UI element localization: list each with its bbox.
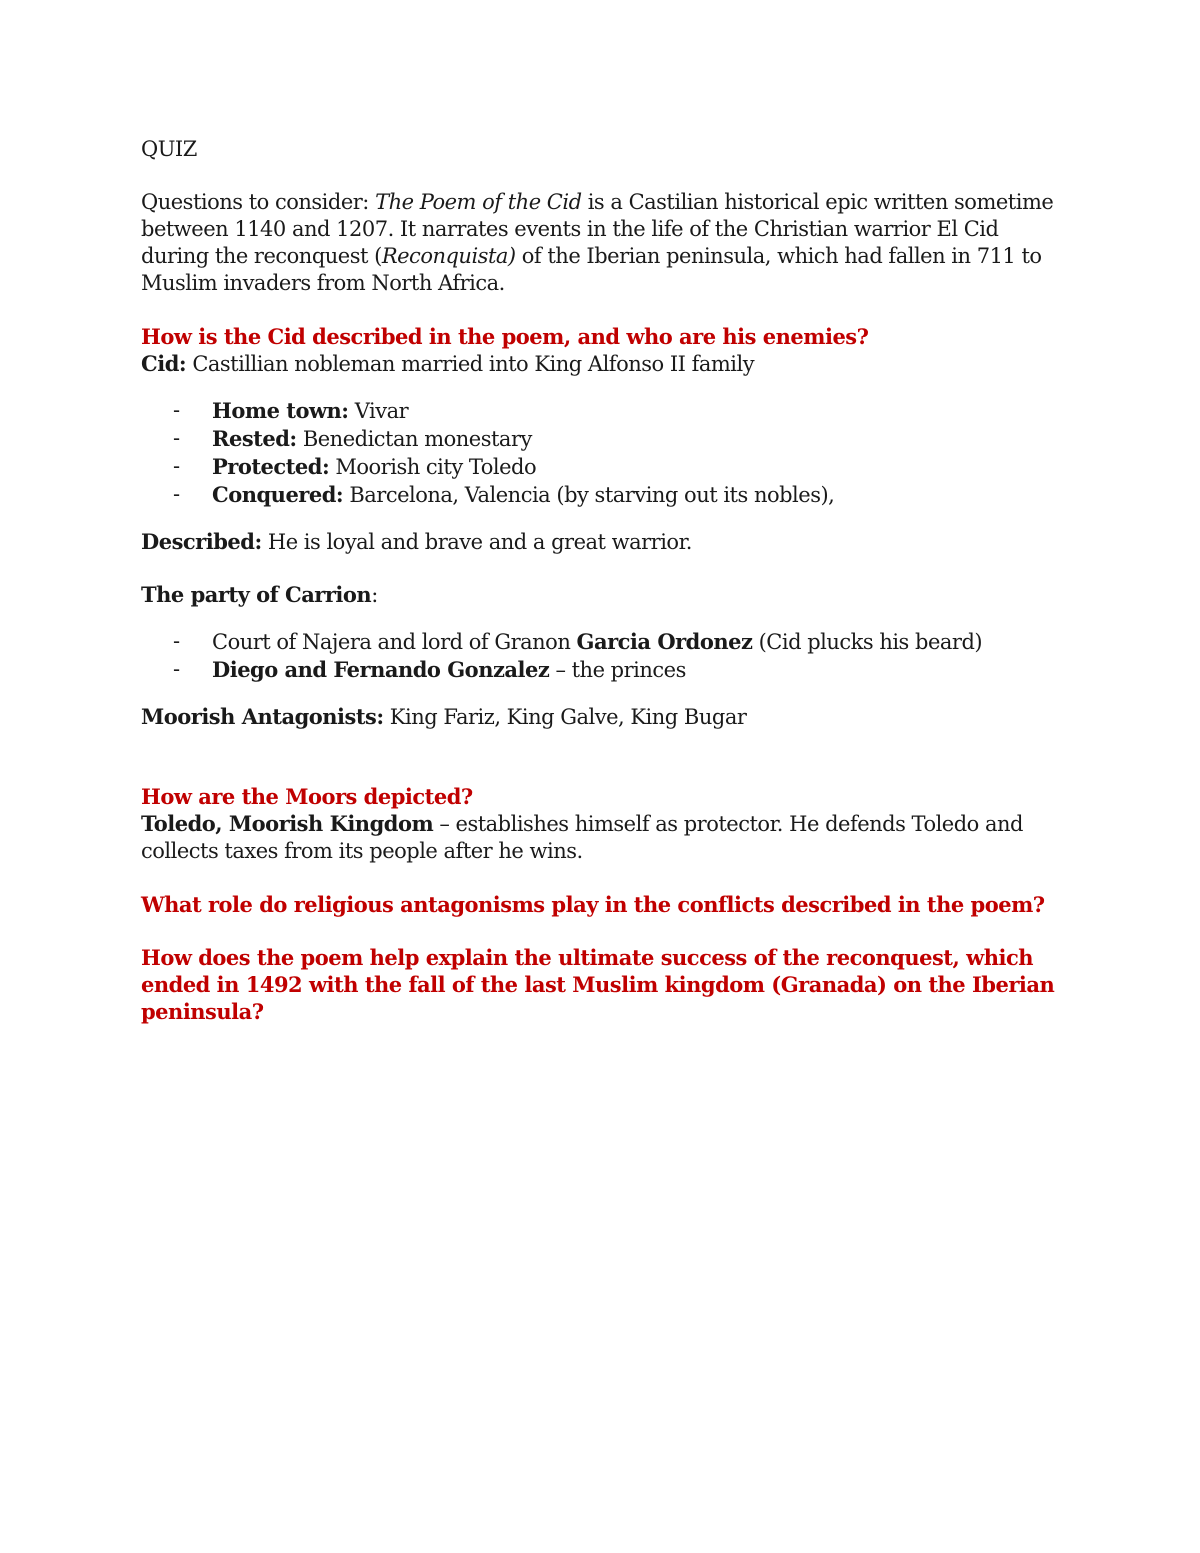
toledo-label: Toledo, Moorish Kingdom	[141, 811, 434, 836]
fact-text: Moorish city Toledo	[329, 455, 537, 479]
list-item	[141, 628, 1071, 656]
moorish-line	[141, 703, 1071, 731]
intro-term: Reconquista)	[381, 244, 516, 268]
spacer	[141, 378, 1071, 397]
intro-work-title: The Poem of the Cid	[375, 190, 582, 214]
spacer	[141, 684, 1071, 703]
carrion-post: (Cid plucks his beard)	[752, 630, 983, 654]
list-item	[141, 425, 1071, 453]
spacer	[141, 731, 1071, 757]
intro-part2: of the Iberian peninsula, which had fallen in 711 to Muslim invaders from North Africa.	[141, 244, 1042, 295]
described-line	[141, 528, 1071, 556]
page-title: QUIZ	[141, 137, 197, 161]
fact-text: Vivar	[348, 399, 409, 423]
intro-lead: Questions to consider:	[141, 190, 376, 214]
toledo-paragraph	[141, 810, 1071, 865]
spacer	[141, 163, 1071, 189]
described-text: He is loyal and brave and a great warrior.	[261, 530, 692, 554]
moorish-label: Moorish Antagonists:	[141, 704, 384, 729]
dash-bullet: -	[173, 482, 180, 506]
dash-bullet: -	[173, 629, 180, 653]
spacer	[141, 609, 1071, 628]
fact-label: Rested:	[212, 426, 297, 451]
list-item	[141, 453, 1071, 481]
spacer	[141, 918, 1071, 944]
intro-part1: is a Castilian historical epic written sometime between 1140 and 1207. It narrates events in the life of the Christian warrior El Cid during the reconquest (	[141, 190, 1054, 268]
fact-text: Benedictan monestary	[296, 427, 532, 451]
document-page	[141, 136, 1071, 1025]
question-cid-enemies: How is the Cid described in the poem, and who are his enemies?	[141, 324, 869, 349]
moorish-text: King Fariz, King Galve, King Bugar	[383, 705, 747, 729]
cid-facts-list	[141, 397, 1071, 509]
described-label: Described:	[141, 529, 262, 554]
spacer	[141, 556, 1071, 581]
fact-label: Conquered:	[212, 482, 344, 507]
list-item	[141, 656, 1071, 684]
carrion-colon: :	[371, 583, 378, 607]
fact-label: Home town:	[212, 398, 349, 423]
intro-paragraph	[141, 189, 1071, 297]
carrion-label: The party of Carrion	[141, 582, 372, 607]
cid-label: Cid:	[141, 351, 187, 376]
carrion-name: Diego and Fernando Gonzalez	[212, 657, 550, 682]
carrion-heading	[141, 581, 1071, 609]
spacer	[141, 297, 1071, 323]
dash-bullet: -	[173, 398, 180, 422]
dash-bullet: -	[173, 426, 180, 450]
question-religious-antagonisms: What role do religious antagonisms play in the conflicts described in the poem?	[141, 892, 1045, 917]
carrion-pre: Court of Najera and lord of Granon	[212, 630, 577, 654]
carrion-list	[141, 628, 1071, 684]
fact-text: Barcelona, Valencia (by starving out its nobles),	[343, 483, 835, 507]
spacer	[141, 509, 1071, 528]
toledo-text: – establishes himself as protector. He defends Toledo and collects taxes from its people after he wins.	[141, 812, 1023, 863]
dash-bullet: -	[173, 454, 180, 478]
fact-label: Protected:	[212, 454, 330, 479]
carrion-name: Garcia Ordonez	[576, 629, 753, 654]
list-item	[141, 397, 1071, 425]
carrion-post: – the princes	[549, 658, 686, 682]
spacer	[141, 865, 1071, 891]
cid-line	[141, 350, 1071, 378]
question-moors-depicted: How are the Moors depicted?	[141, 784, 473, 809]
spacer	[141, 757, 1071, 783]
list-item	[141, 481, 1071, 509]
question-reconquest-success: How does the poem help explain the ultimate success of the reconquest, which ended in 1492 with the fall of the last Muslim kingdom (Granada) on the Iberian peninsula?	[141, 945, 1055, 1024]
cid-text: Castillian nobleman married into King Alfonso II family	[186, 352, 755, 376]
dash-bullet: -	[173, 657, 180, 681]
